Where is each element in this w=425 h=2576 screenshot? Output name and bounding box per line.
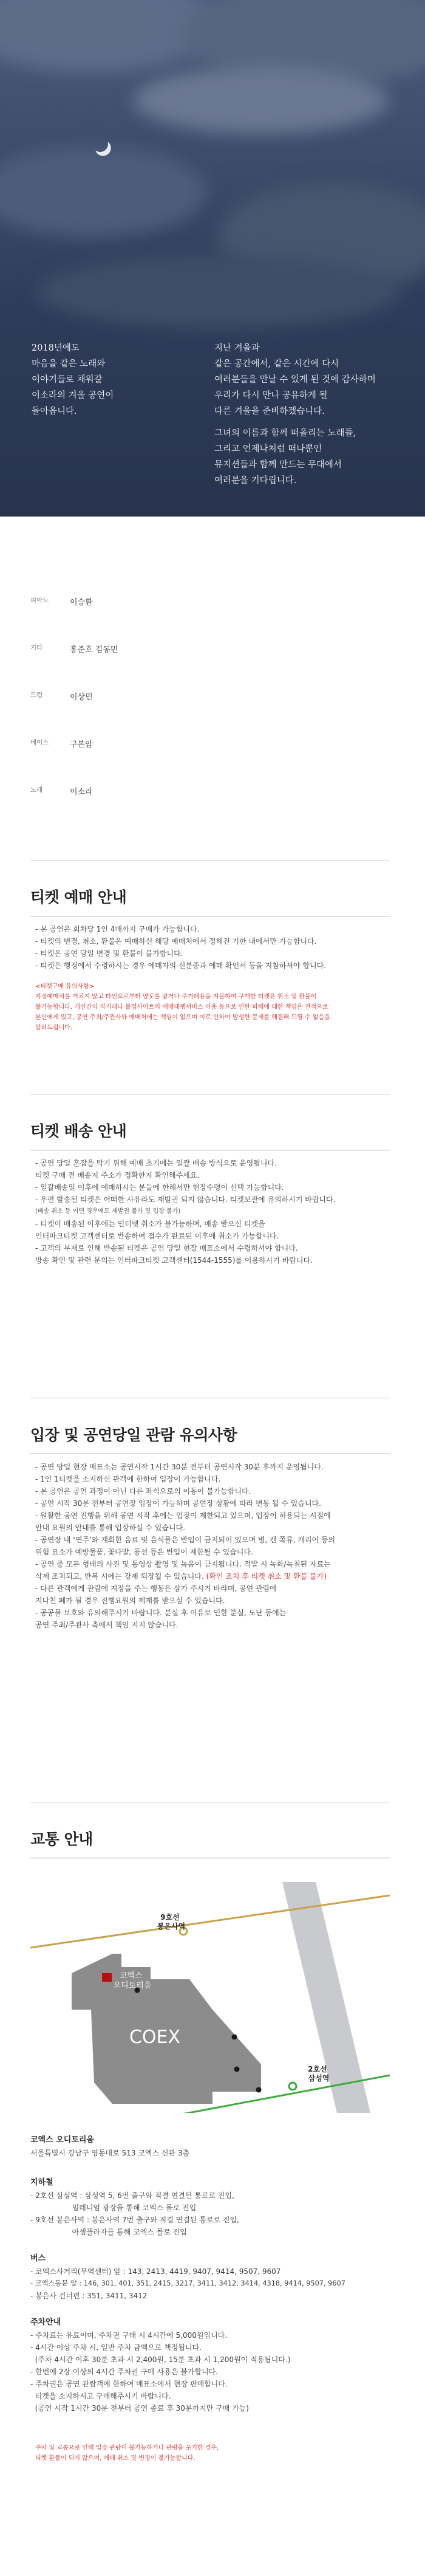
list-item: 티켓 구매 전 배송지 주소가 정확한지 확인해주세요. <box>35 1171 200 1180</box>
section-title: 티켓 예매 안내 <box>30 888 127 906</box>
station2-label-line1: 2호선 <box>308 2065 327 2073</box>
subway-line-9 <box>30 1895 390 1948</box>
parking-line: - 한번에 2장 이상의 4시간 주차권 구매 사용은 불가합니다. <box>30 2368 218 2376</box>
auditorium-label-line1: 코엑스 <box>120 1971 143 1980</box>
subway-line: 밀레니엄 광장을 통해 코엑스 몰로 진입 <box>30 2203 197 2212</box>
list-item: - 본 공연은 공연 과정이 아닌 다른 좌석으로의 이동이 불가능합니다. <box>35 1487 251 1496</box>
list-item: 방송 확인 및 관련 문의는 인터파크티켓 고객센터(1544-1555)를 이용하시기 바랍니다. <box>35 1256 313 1265</box>
hero-banner <box>0 0 425 517</box>
entrance-dot <box>234 2067 240 2072</box>
list-item: 공연 주최/주관사 측에서 책임 지지 않습니다. <box>35 1621 178 1629</box>
parking-line: 티켓을 소지하시고 구매해주시기 바랍니다. <box>30 2392 171 2400</box>
list-item: - 티켓은 행정에서 수령하시는 경우 예매자의 신분증과 예매 확인서 등을 지참하셔야 합니다. <box>35 961 327 970</box>
credit-role: 드럼 <box>30 692 43 699</box>
credit-role: 베이스 <box>30 739 49 746</box>
list-item: - 티켓이 배송된 이후에는 인터넷 취소가 불가능하며, 배송 받으신 티켓을 <box>35 1220 265 1228</box>
list-item: 지나친 폐가 될 경우 진행요원의 제재를 받으실 수 있습니다. <box>35 1596 225 1605</box>
bus-line: - 봉은사 건너편 : 351, 3411, 3412 <box>30 2292 148 2300</box>
notice-line: 불가능합니다. 개인간의 직거래나 불법사이트의 예매대행서비스 이용 등으로 인한 피해에 대한 책임은 전적으로 <box>35 1004 328 1011</box>
list-item: - 공공물 보호와 유의해주시기 바랍니다. 분실 후 이유로 인한 분실, 도난 등에는 <box>35 1609 287 1617</box>
delivery-list <box>35 1157 387 1266</box>
list-item: - 원활한 공연 진행을 위해 공연 시작 후에는 입장이 제한되고 있으며, 입장이 허용되는 시점에 <box>35 1511 331 1520</box>
venue-info <box>30 2133 395 2159</box>
entrance-dot <box>232 2035 237 2040</box>
subway-info <box>30 2176 395 2238</box>
auditorium-label-line2: 오디토리움 <box>113 1981 152 1990</box>
station9-label-line2: 봉은사역 <box>157 1922 186 1931</box>
coex-label: COEX <box>129 2027 181 2048</box>
venue-notes-list <box>35 1461 387 1631</box>
parking-line: - 4시간 이상 주차 시, 일반 주차 금액으로 책정됩니다. <box>30 2343 202 2352</box>
list-item: 안내 요원의 안내를 통해 입장하실 수 있습니다. <box>35 1523 185 1532</box>
list-item <box>35 1570 387 1582</box>
venue-map <box>30 1882 390 2113</box>
section-title: 티켓 배송 안내 <box>30 1122 127 1140</box>
notice-line: 티켓 환불이 되지 않으며, 예매 취소 및 변경이 불가능합니다. <box>35 2455 195 2462</box>
subway-heading: 지하철 <box>30 2178 53 2187</box>
bus-line: - 코엑스사거리(무역센터) 앞 : 143, 2413, 4419, 9407, 9414, 9507, 9607 <box>30 2267 281 2276</box>
hero-intro-text: 2018년에도 마음을 같은 노래와 이야기들로 채워갈 이소라의 겨울 공연이 돌아옵니다. <box>32 343 114 416</box>
bus-info <box>30 2251 395 2302</box>
subway-line: - 9호선 봉은사역 : 봉은사역 7번 출구와 직결 연결된 통로로 진입, <box>30 2216 239 2224</box>
subway-line: - 2호선 삼성역 : 삼성역 5, 6번 출구와 직결 연결된 통로로 진입, <box>30 2191 234 2200</box>
credit-name: 이소라 <box>70 788 93 797</box>
list-item-text: 삭제 조치되고, 반복 시에는 강제 퇴장될 수 있습니다. <box>35 1572 204 1581</box>
ticket-delivery-section <box>30 1094 390 1313</box>
list-item: - 일괄배송일 이후에 예매하시는 분들에 한해서만 현장수령이 선택 가능합니다. <box>35 1183 284 1192</box>
parking-line: (공연 시작 1시간 30분 전부터 공연 종료 후 30분까지만 구매 가능) <box>30 2404 249 2413</box>
section-title: 교통 안내 <box>30 1830 93 1848</box>
parking-heading: 주차안내 <box>30 2318 61 2327</box>
list-item: - 본 공연은 회차당 1인 4매까지 구매가 가능합니다. <box>35 925 200 933</box>
list-item: - 고객의 부재로 인해 반송된 티켓은 공연 당일 현장 매표소에서 수령하셔야 합니다. <box>35 1244 298 1252</box>
station2-marker <box>289 2083 296 2090</box>
subway-line: 아셈플라자를 통해 코엑스 몰로 진입 <box>30 2228 187 2236</box>
parking-line: - 주차권은 공연 관람객에 한하여 매표소에서 현장 판매합니다. <box>30 2380 228 2388</box>
warning-text: (확인 조치 후 티켓 취소 및 환불 불가) <box>206 1572 327 1581</box>
station2-label-line <box>308 2064 330 2083</box>
list-item: 위험 요소가 예방물품, 꽃다발, 풍선 등은 반입이 제한될 수 있습니다. <box>35 1548 253 1556</box>
credit-name: 이승환 <box>70 598 93 607</box>
cloud <box>134 67 389 134</box>
venue-notes-section <box>30 1398 390 1714</box>
list-item: - 공연 중 모든 형태의 사진 및 동영상 촬영 및 녹음이 금지됩니다. 적발 시 녹화/녹취된 자료는 <box>35 1560 331 1568</box>
booking-list <box>35 923 387 972</box>
credit-name: 이상민 <box>70 693 93 702</box>
list-item: - 우편 발송된 티켓은 어떠한 사유라도 재발권 되지 않습니다. 티켓보관에 유의하시기 바랍니다. <box>35 1195 336 1204</box>
venue-address: 서울특별시 강남구 영동대로 513 코엑스 신관 3층 <box>30 2149 190 2157</box>
list-item: 인터파크티켓 고객센터로 반송하여 접수가 완료된 이후에 취소가 가능합니다. <box>35 1232 279 1240</box>
credit-role: 기타 <box>30 644 43 651</box>
parking-line: - 주차료는 유료이며, 주차권 구매 시 4시간에 5,000원입니다. <box>30 2331 228 2340</box>
hero-message-text: 지난 겨울과 같은 공간에서, 같은 시간에 다시 여러분들을 만날 수 있게 된 것에 감사하며 우리가 다시 만나 공유하게 될 다른 겨울을 준비하겠습니다. <box>214 343 376 416</box>
entrance-dot <box>256 2087 262 2093</box>
cloud <box>0 146 206 237</box>
section-title: 입장 및 공연당일 관람 유의사항 <box>30 1426 237 1444</box>
auditorium-marker <box>102 1973 112 1982</box>
notice-line: 주차 및 교통으로 인해 입장 관람이 불가능하거나 관람을 포기한 경우, <box>35 2445 219 2451</box>
purchase-notice <box>35 981 387 1033</box>
station9-label-line1: 9호선 <box>160 1913 180 1922</box>
station9-label-line <box>157 1912 185 1931</box>
list-item: - 1인 1티켓을 소지하신 관객에 한하여 입장이 가능합니다. <box>35 1475 221 1483</box>
notice-line: 본인에게 있고, 공연 주최/주관사와 예매처에는 책임이 없으며 이로 인하여 발생한 문제를 해결해 드릴 수 없음을 <box>35 1014 330 1021</box>
cloud <box>36 255 401 328</box>
bus-line: - 코엑스동문 앞 : 146, 301, 401, 351, 2415, 3217, 3411, 3412, 3414, 4318, 9414, 9507, 9607 <box>30 2279 345 2287</box>
list-item: - 공연 당일 현장 매표소는 공연시작 1시간 30분 전부터 공연시작 30분 후까지 운영됩니다. <box>35 1463 324 1471</box>
list-item-warning: (배송 취소 등 어떤 경우에도 재발권 불가 및 입장 불가) <box>35 1208 181 1215</box>
notice-line: 알려드립니다. <box>35 1025 73 1031</box>
hero-message-text-2: 그녀의 이름과 함께 떠올리는 노래들, 그리고 언제나처럼 떠나뿐인 뮤지션들과 함께 만드는 무대에서 여러분을 기다립니다. <box>214 428 356 486</box>
final-notice <box>35 2443 387 2464</box>
notice-line: 지정예매처를 거치지 않고 타인으로부터 양도를 받거나 주거래용을 지불하여 구매한 티켓은 취소 및 환불이 <box>35 994 317 1000</box>
map-svg <box>30 1882 390 2113</box>
ticket-booking-section <box>30 860 390 1054</box>
list-item: - 다른 관객에게 관람에 지장을 주는 행동은 삼가 주시기 바라며, 공연 관람에 <box>35 1584 277 1593</box>
parking-info <box>30 2315 395 2414</box>
credit-name: 홍준호 김동민 <box>70 645 118 654</box>
list-item: - 티켓의 변경, 취소, 환불은 예매하신 해당 예매처에서 정해진 기한 내에서만 가능합니다. <box>35 937 317 946</box>
list-item: - 공연 당일 혼잡을 막기 위해 예매 초기에는 일괄 배송 방식으로 운영됩니다. <box>35 1159 277 1167</box>
station2-label-line2: 삼성역 <box>308 2074 330 2083</box>
parking-line: (주차 4시간 이후 30분 초과 시 2,400원, 15분 초과 시 1,200원이 적용됩니다.) <box>30 2355 291 2364</box>
list-item: - 공연 시작 30분 전부터 공연장 입장이 가능하며 공연장 상황에 따라 변동 될 수 있습니다. <box>35 1499 321 1508</box>
bus-heading: 버스 <box>30 2254 46 2263</box>
credit-role: 노래 <box>30 786 43 794</box>
transport-section <box>30 1802 390 1875</box>
list-item: - 공연장 내 ‘연주’와 재회한 음료 및 음식물은 반입이 금지되어 있으며 병, 캔 쪽류, 캐리어 등의 <box>35 1536 336 1544</box>
credit-role: 피아노 <box>30 597 49 604</box>
venue-name: 코엑스 오디토리움 <box>30 2135 94 2145</box>
notice-heading: <티켓구매 유의사항> <box>35 983 95 990</box>
list-item: - 티켓은 공연 당일 변경 및 환불이 불가합니다. <box>35 949 183 958</box>
credit-name: 구본암 <box>70 740 93 749</box>
